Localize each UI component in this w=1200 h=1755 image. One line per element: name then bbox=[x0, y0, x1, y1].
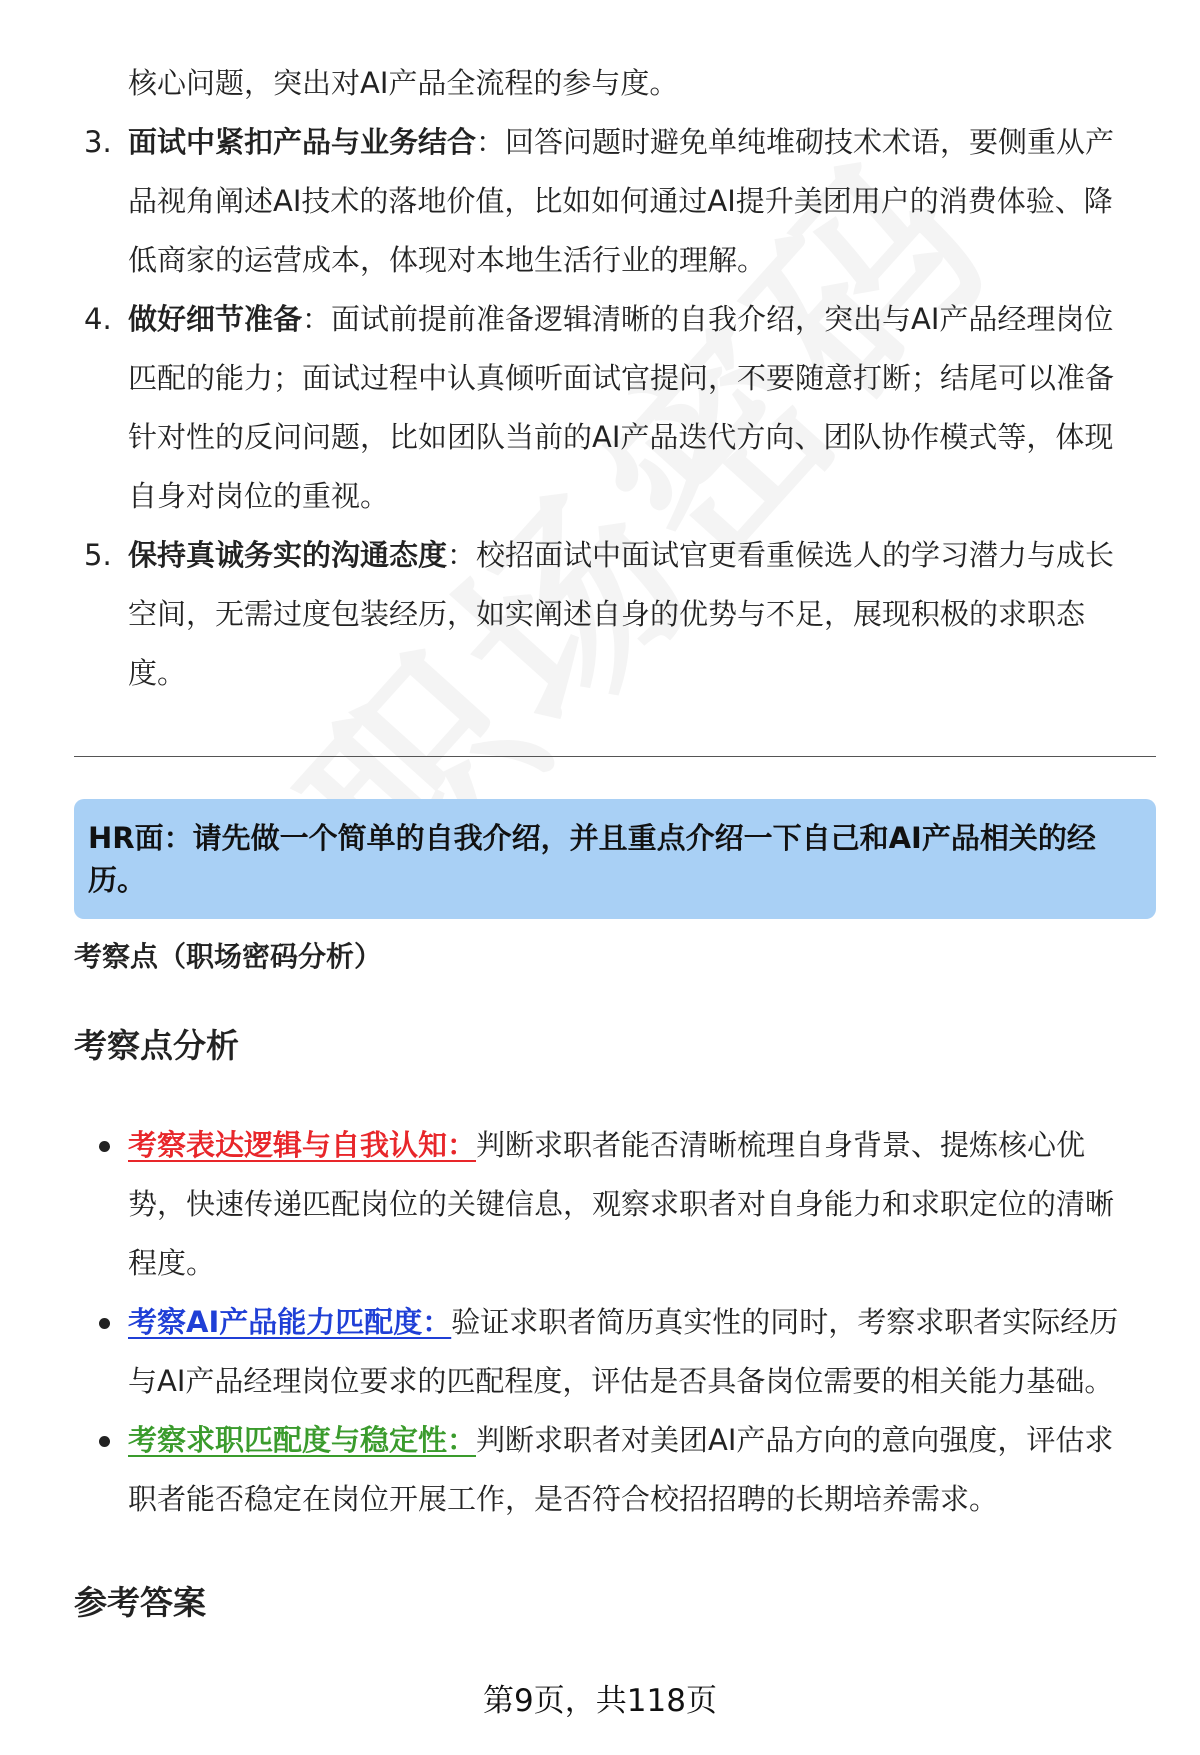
sub-label: 考察点（职场密码分析） bbox=[74, 940, 383, 973]
analysis-item-lead: 考察AI产品能力匹配度： bbox=[128, 1305, 452, 1339]
bullet-icon bbox=[99, 1318, 110, 1329]
analysis-item-lead: 考察求职匹配度与稳定性： bbox=[128, 1423, 477, 1457]
page-footer: 第9页，共118页 bbox=[483, 1683, 717, 1719]
list-item-number: 3. bbox=[84, 125, 112, 159]
list-item bbox=[0, 113, 1138, 290]
bullet-icon bbox=[99, 1436, 110, 1447]
tips-list bbox=[0, 113, 1200, 703]
question-text: HR面：请先做一个简单的自我介绍，并且重点介绍一下自己和AI产品相关的经历。 bbox=[88, 821, 1096, 897]
analysis-item-lead: 考察表达逻辑与自我认知： bbox=[128, 1128, 477, 1162]
analysis-item bbox=[0, 1116, 1138, 1293]
answer-heading: 参考答案 bbox=[74, 1583, 206, 1622]
analysis-heading: 考察点分析 bbox=[74, 1026, 239, 1065]
analysis-item bbox=[0, 1293, 1138, 1411]
list-item-lead: 做好细节准备 bbox=[128, 302, 303, 336]
list-item-number: 4. bbox=[84, 302, 112, 336]
analysis-item-text: 判断求职者能否清晰梳理自身背景、提炼核心优势，快速传递匹配岗位的关键信息，观察求职者对自身能力和求职定位的清晰程度。 bbox=[128, 1128, 1115, 1280]
list-item-number: 5. bbox=[84, 538, 112, 572]
section-divider bbox=[74, 756, 1156, 757]
list-item-text: ：回答问题时避免单纯堆砌技术术语，要侧重从产品视角阐述AI技术的落地价值，比如如何通过AI提升美团用户的消费体验、降低商家的运营成本，体现对本地生活行业的理解。 bbox=[128, 125, 1115, 277]
question-box bbox=[74, 799, 1156, 919]
list-item-lead: 面试中紧扣产品与业务结合 bbox=[128, 125, 477, 159]
list-item-text: ：面试前提前准备逻辑清晰的自我介绍，突出与AI产品经理岗位匹配的能力；面试过程中认真倾听面试官提问，不要随意打断；结尾可以准备针对性的反问问题，比如团队当前的AI产品迭代方向、团队协作模式等，体现自身对岗位的重视。 bbox=[128, 302, 1115, 513]
continuation-paragraph: 核心问题，突出对AI产品全流程的参与度。 bbox=[128, 66, 679, 100]
list-item bbox=[0, 526, 1138, 703]
list-item-text: ：校招面试中面试官更看重候选人的学习潜力与成长空间，无需过度包装经历，如实阐述自身的优势与不足，展现积极的求职态度。 bbox=[128, 538, 1115, 690]
list-item-lead: 保持真诚务实的沟通态度 bbox=[128, 538, 448, 572]
analysis-item bbox=[0, 1411, 1138, 1529]
analysis-item-text: 判断求职者对美团AI产品方向的意向强度，评估求职者能否稳定在岗位开展工作，是否符合校招招聘的长期培养需求。 bbox=[128, 1423, 1114, 1516]
analysis-item-text: 验证求职者简历真实性的同时，考察求职者实际经历与AI产品经理岗位要求的匹配程度，评估是否具备岗位需要的相关能力基础。 bbox=[128, 1305, 1119, 1398]
bullet-icon bbox=[99, 1141, 110, 1152]
analysis-list bbox=[0, 1116, 1200, 1529]
list-item bbox=[0, 290, 1138, 526]
